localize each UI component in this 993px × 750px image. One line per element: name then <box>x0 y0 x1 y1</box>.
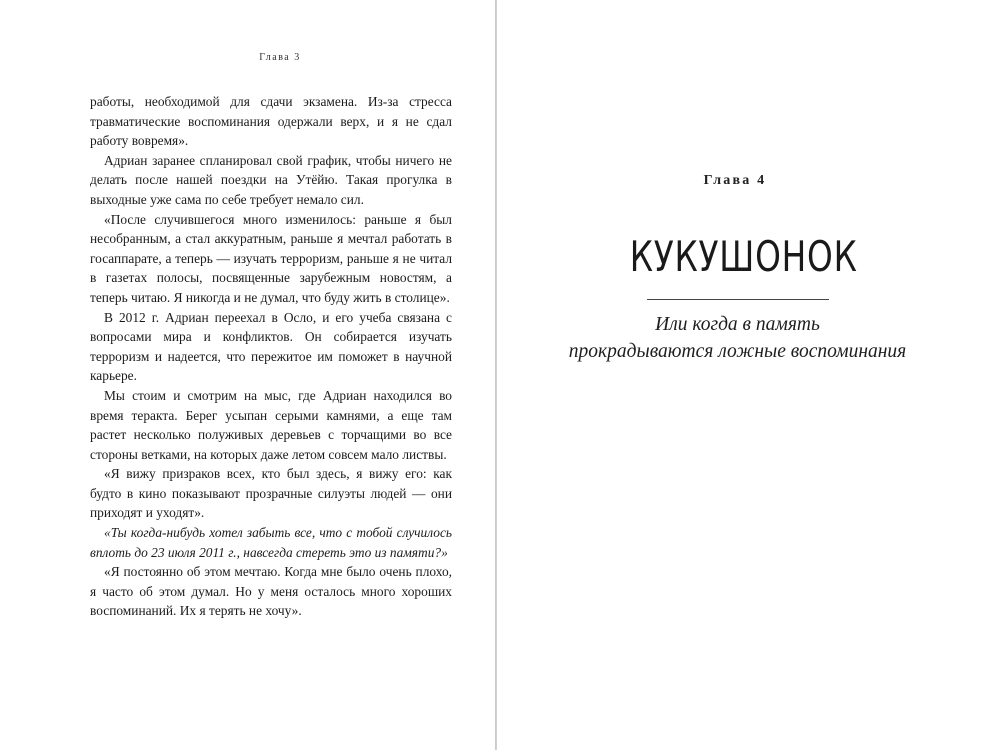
chapter-label: Глава 4 <box>703 173 767 188</box>
subtitle-line: Или когда в память <box>655 314 820 335</box>
paragraph: работы, необходимой для сдачи экзамена. Из-за стресса травматические воспоминания одержали верх, и я не сдал работу вовремя». <box>90 94 452 149</box>
page-gutter <box>495 0 497 750</box>
paragraph: «Я вижу призраков всех, кто был здесь, я вижу его: как будто в кино показывают прозрачные силуэты людей — они приходят и уходят». <box>90 466 452 521</box>
paragraph: Адриан заранее спланировал свой график, чтобы ничего не делать после нашей поездки на Утёйю. Такая прогулка в выходные уже сама по себе требует немало сил. <box>90 152 452 207</box>
chapter-subtitle <box>560 311 915 365</box>
paragraph: «После случившегося много изменилось: раньше я был несобранным, а стал аккуратным, раньше я мечтал работать в госаппарате, а теперь — изучать терроризм, раньше я не читал в газетах полосы, посвященные зарубежным новостям, а теперь читаю. Я никогда и не думал, что буду жить в столице». <box>90 211 452 305</box>
subtitle-line: прокрадываются ложные воспоминания <box>568 341 907 362</box>
chapter-title: КУКУШОНОК <box>629 232 858 281</box>
body-text <box>90 92 452 621</box>
paragraph: В 2012 г. Адриан переехал в Осло, и его учеба связана с вопросами мира и конфликтов. Он собирается изучать терроризм и надеется, что пережитое им поможет в научной карьере. <box>90 309 452 384</box>
paragraph: «Я постоянно об этом мечтаю. Когда мне было очень плохо, я часто об этом думал. Но у меня осталось много хороших воспоминаний. Их я терять не хочу». <box>90 564 452 619</box>
interview-question: «Ты когда-нибудь хотел забыть все, что с тобой случилось вплоть до 23 июля 2011 г., навсегда стереть это из памяти?» <box>90 525 452 560</box>
paragraph: Мы стоим и смотрим на мыс, где Адриан находился во время теракта. Берег усыпан серыми камнями, а еще там растет несколько полуживых деревьев с торчащими во все стороны ветками, на которых даже летом совсем мало листвы. <box>90 387 452 462</box>
running-head: Глава 3 <box>259 52 301 63</box>
title-divider <box>647 299 829 300</box>
